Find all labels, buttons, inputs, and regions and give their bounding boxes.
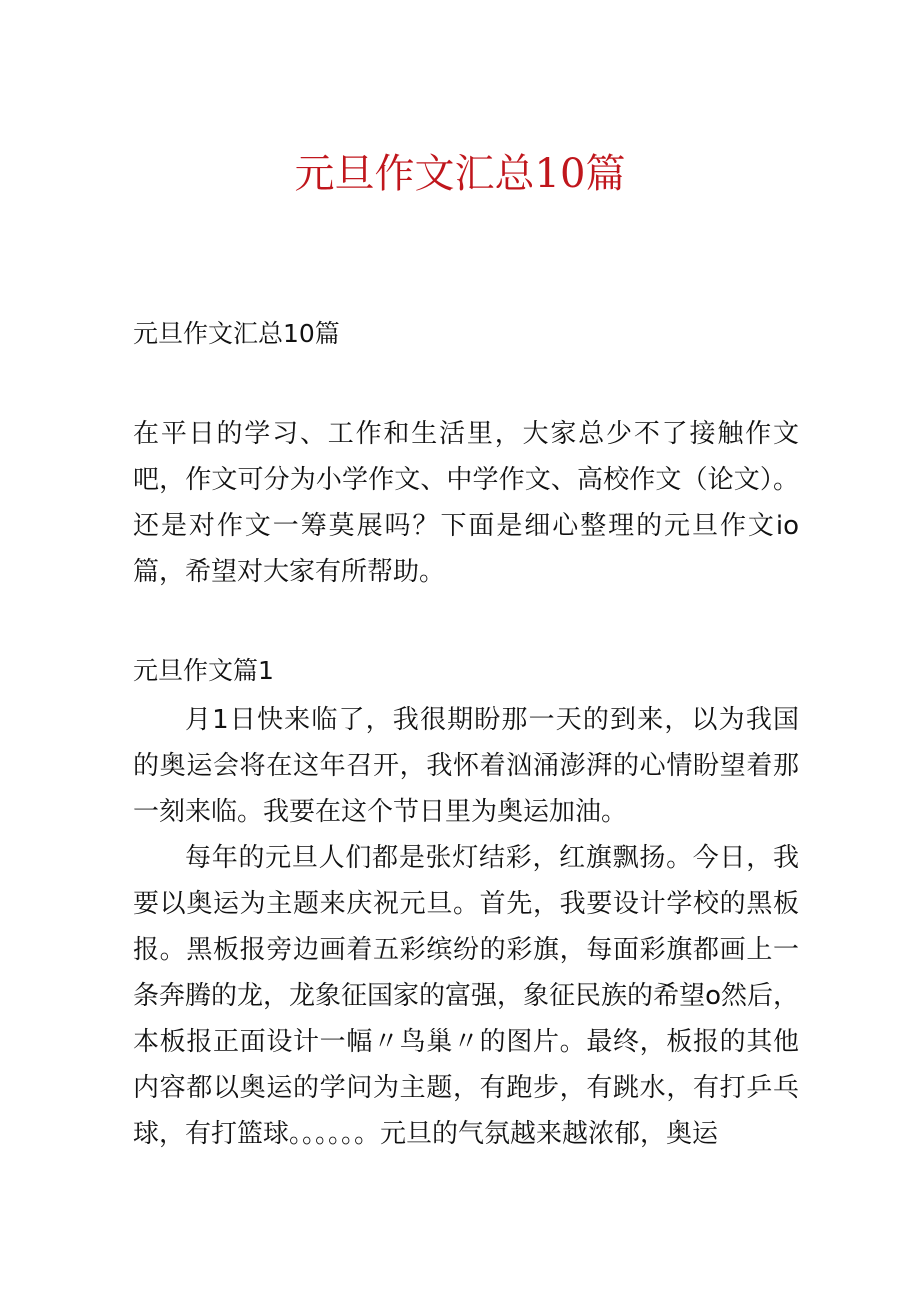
document-title: 元旦作文汇总10篇 — [294, 151, 626, 197]
essay-paragraph: 月1日快来临了，我很期盼那一天的到来，以为我国的奥运会将在这年召开，我怀着汹涌澎湃的心情盼望着那一刻来临。我要在这个节日里为奥运加油。 — [133, 705, 799, 827]
intro-paragraph: 在平日的学习、工作和生活里，大家总少不了接触作文吧，作文可分为小学作文、中学作文、高校作文（论文）。还是对作文一筹莫展吗？下面是细心整理的元旦作文io篇，希望对大家有所帮助。 — [133, 419, 799, 587]
section-heading: 元旦作文篇1 — [133, 656, 274, 685]
essay-body — [133, 697, 799, 1157]
essay-paragraph: 每年的元旦人们都是张灯结彩，红旗飘扬。今日，我要以奥运为主题来庆祝元旦。首先，我要设计学校的黑板报。黑板报旁边画着五彩缤纷的彩旗，每面彩旗都画上一条奔腾的龙，龙象征国家的富强，象征民族的希望o然后，本板报正面设计一幅〃鸟巢〃的图片。最终，板报的其他内容都以奥运的学问为主题，有跑步，有跳水，有打乒乓球，有打篮球。。。。。。元旦的气氛越来越浓郁，奥运 — [133, 843, 799, 1149]
document-subtitle: 元旦作文汇总10篇 — [133, 319, 340, 348]
